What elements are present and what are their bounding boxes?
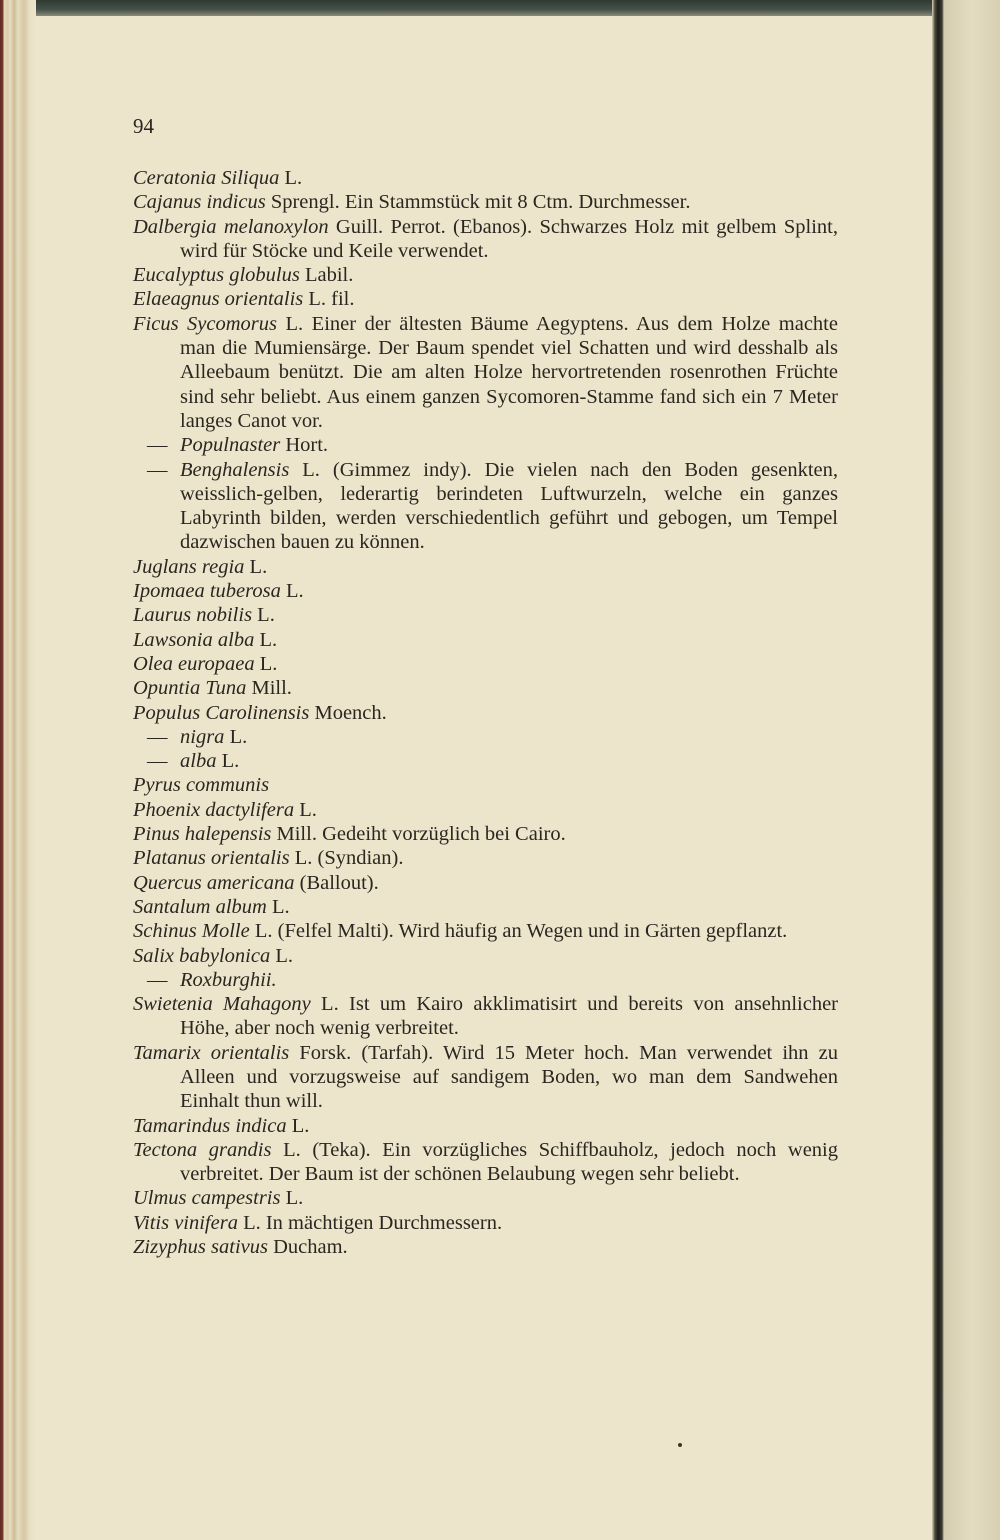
species-entry: [133, 822, 838, 846]
species-entry: [133, 215, 838, 264]
species-name: Platanus orientalis: [133, 847, 290, 870]
species-entry: [133, 895, 838, 919]
species-name: Lawsonia alba: [133, 628, 255, 651]
species-entry: [133, 555, 838, 579]
species-name: Ficus Sycomorus: [133, 312, 278, 335]
species-name: Schinus Molle: [133, 920, 250, 943]
species-description: L.: [286, 1114, 310, 1137]
species-description: Ducham.: [267, 1236, 348, 1259]
species-name: Pinus halepensis: [133, 823, 272, 846]
species-name: Elaeagnus orientalis: [133, 288, 304, 311]
species-name: Santalum album: [133, 895, 267, 918]
species-description: L.: [270, 944, 293, 967]
species-name: Tamarix orientalis: [133, 1041, 290, 1064]
species-name: Zizyphus sativus: [133, 1236, 268, 1259]
ditto-dash: —: [147, 968, 168, 991]
species-name: Populus Carolinensis: [133, 701, 310, 724]
ditto-dash: —: [147, 458, 168, 481]
species-name: Ipomaea tuberosa: [133, 580, 281, 603]
species-entry: [133, 1041, 838, 1114]
species-entry: [133, 968, 838, 992]
species-name: Dalbergia melanoxylon: [133, 215, 329, 238]
species-name: Eucalyptus globulus: [133, 264, 300, 287]
species-description: L.: [279, 167, 303, 189]
species-description: Moench.: [309, 701, 387, 724]
scan-top-edge: [0, 0, 1000, 16]
ink-speck: [678, 1443, 682, 1447]
species-entry: [133, 287, 838, 311]
species-description: L. (Teka). Ein vorzügliches Schiffbauholz, jedoch noch wenig verbreitet. Der Baum ist der schönen Belaubung wegen sehr beliebt.: [180, 1138, 838, 1186]
species-name: Quercus americana: [133, 871, 295, 894]
species-entry: [133, 458, 838, 555]
species-name: Tamarindus indica: [133, 1114, 287, 1137]
species-entry: [133, 263, 838, 287]
species-entry: [133, 1114, 838, 1138]
ditto-dash: —: [147, 434, 168, 457]
species-description: Guill. Perrot. (Ebanos). Schwarzes Holz mit gelbem Splint, wird für Stöcke und Keile verwendet.: [180, 215, 838, 262]
species-description: Hort.: [280, 434, 329, 457]
species-name: Salix babylonica: [133, 944, 271, 967]
species-list: [133, 166, 838, 1259]
species-entry: [133, 919, 838, 943]
species-entry: [133, 944, 838, 968]
book-right-edge: [932, 0, 1000, 1540]
species-entry: [133, 749, 838, 773]
species-name: Vitis vinifera: [133, 1211, 238, 1234]
species-description: L. (Felfel Malti). Wird häufig an Wegen und in Gärten gepflanzt.: [249, 920, 788, 943]
species-description: L.: [224, 725, 248, 748]
species-description: L.: [254, 628, 278, 651]
species-entry: [133, 433, 838, 457]
species-name: Olea europaea: [133, 652, 255, 675]
species-description: L.: [252, 604, 275, 627]
species-name: alba: [180, 750, 217, 773]
species-description: Labil.: [299, 264, 354, 287]
species-entry: [133, 676, 838, 700]
species-description: L.: [280, 1187, 304, 1210]
species-name: nigra: [180, 725, 225, 748]
species-name: Swietenia Mahagony: [133, 993, 311, 1016]
species-description: Mill. Gedeiht vorzüglich bei Cairo.: [271, 823, 566, 846]
species-description: Mill.: [246, 677, 292, 700]
species-name: Laurus nobilis: [133, 604, 253, 627]
species-description: L.: [254, 652, 278, 675]
book-left-edge: [0, 0, 36, 1540]
species-entry: [133, 166, 838, 190]
species-description: Forsk. (Tarfah). Wird 15 Meter hoch. Man verwendet ihn zu Alleen und vorzugsweise auf sandigem Boden, wo man dem Sandwehen Einhalt thun will.: [180, 1041, 838, 1113]
species-name: Ceratonia Siliqua: [133, 167, 280, 189]
species-entry: [133, 701, 838, 725]
species-entry: [133, 798, 838, 822]
species-entry: [133, 1186, 838, 1210]
species-name: Cajanus indicus: [133, 191, 266, 214]
species-entry: [133, 312, 838, 433]
page-number: 94: [133, 114, 154, 138]
species-entry: [133, 992, 838, 1041]
species-description: L. (Syndian).: [289, 847, 404, 870]
species-name: Ulmus campestris: [133, 1187, 281, 1210]
species-description: L.: [294, 798, 317, 821]
species-description: L. (Gimmez indy). Die vielen nach den Boden gesenkten, weisslich-gelben, lederartig berindeten Luftwurzeln, welche ein ganzes Labyrinth bilden, werden verschiedentlich geführt und gebogen, um Tempel dazwischen bauen zu können.: [180, 458, 838, 554]
species-description: (Ballout).: [294, 871, 379, 894]
ditto-dash: —: [147, 725, 168, 748]
species-entry: [133, 1138, 838, 1187]
species-name: Juglans regia: [133, 555, 245, 578]
species-name: Populnaster: [180, 434, 281, 457]
species-entry: [133, 579, 838, 603]
species-description: L.: [244, 555, 268, 578]
species-description: L.: [266, 895, 290, 918]
species-name: Pyrus communis: [133, 774, 270, 797]
species-entry: [133, 603, 838, 627]
species-description: L.: [280, 580, 304, 603]
species-entry: [133, 190, 838, 214]
species-description: Sprengl. Ein Stammstück mit 8 Ctm. Durchmesser.: [265, 191, 691, 214]
species-entry: [133, 628, 838, 652]
species-entry: [133, 773, 838, 797]
species-entry: [133, 1235, 838, 1259]
species-name: Tectona grandis: [133, 1138, 272, 1161]
species-description: L. Ist um Kairo akklimatisirt und bereits von ansehnlicher Höhe, aber noch wenig verbreitet.: [180, 993, 839, 1040]
species-entry: [133, 1211, 838, 1235]
species-entry: [133, 846, 838, 870]
species-name: Phoenix dactylifera: [133, 798, 295, 821]
species-name: Benghalensis: [180, 458, 290, 481]
species-entry: [133, 652, 838, 676]
ditto-dash: —: [147, 750, 168, 773]
species-description: L. Einer der ältesten Bäume Aegyptens. Aus dem Holze machte man die Mumiensärge. Der Baum spendet viel Schatten und wird desshalb als Alleebaum benützt. Die am alten Holze hervortretenden rosenrothen Früchte sind sehr beliebt. Aus einem ganzen Sycomoren-Stamme fand sich ein 7 Meter langes Canot vor.: [180, 312, 838, 432]
species-name: Roxburghii.: [180, 968, 277, 991]
species-description: L. fil.: [303, 288, 355, 311]
species-entry: [133, 725, 838, 749]
species-description: L. In mächtigen Durchmessern.: [237, 1211, 503, 1234]
species-entry: [133, 871, 838, 895]
species-name: Opuntia Tuna: [133, 677, 247, 700]
species-description: L.: [216, 750, 240, 773]
